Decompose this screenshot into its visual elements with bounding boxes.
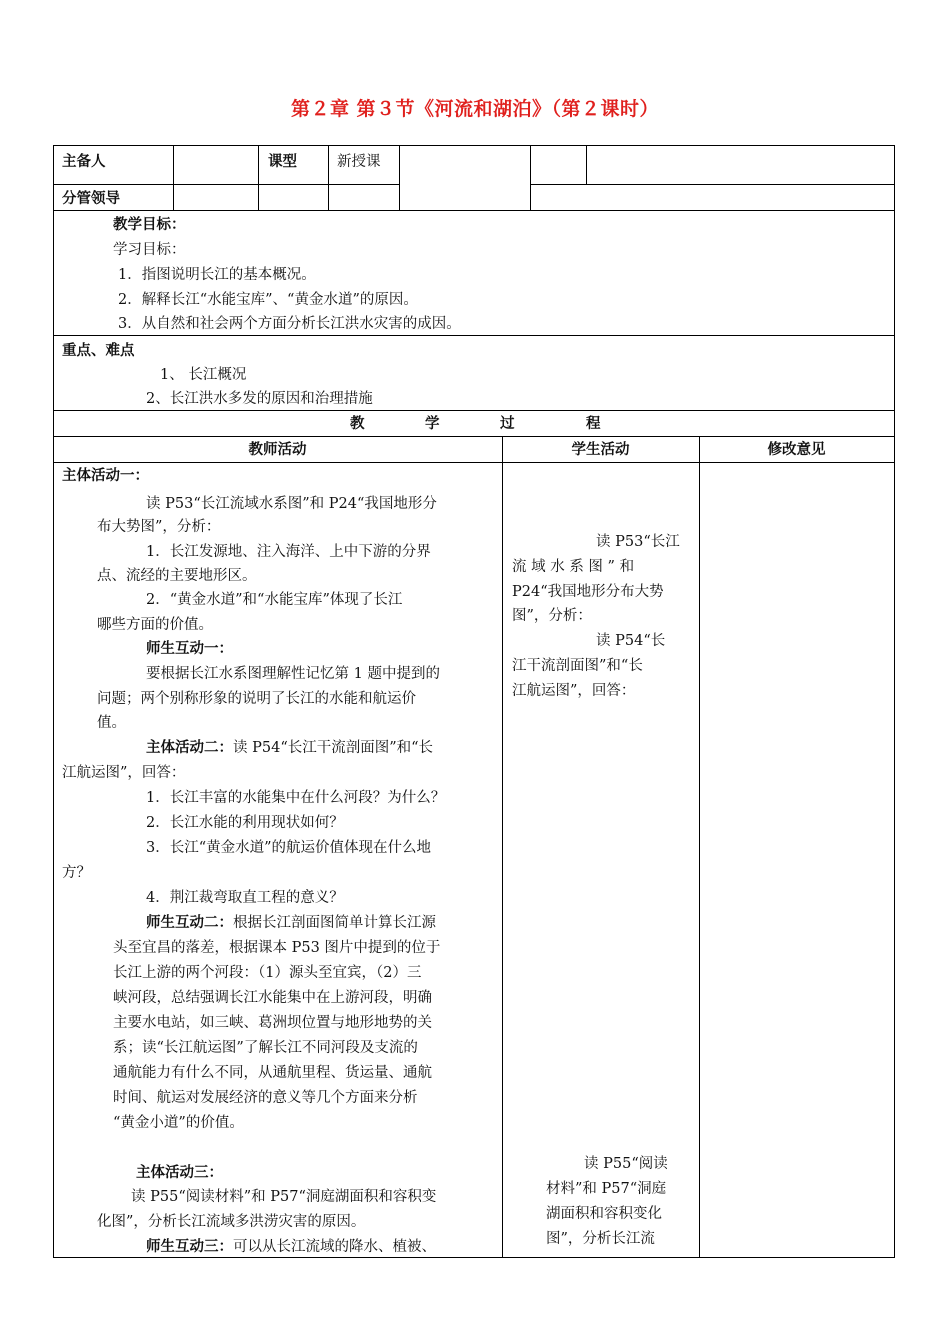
column-header-student: 学生活动 <box>571 442 630 458</box>
student-line: 江航运图”，回答： <box>512 683 636 699</box>
table-rule <box>894 145 895 1258</box>
interaction1-title: 师生互动一： <box>146 641 233 657</box>
interaction2-title: 师生互动二： <box>146 915 233 931</box>
activity1-line: 2．“黄金水道”和“水能宝库”体现了长江 <box>146 592 403 608</box>
student-line: 图”，分析： <box>512 608 592 624</box>
objectives-heading: 教学目标： <box>113 217 186 233</box>
table-rule <box>530 184 895 185</box>
student-line: 江干流剖面图”和“长 <box>512 658 643 674</box>
interaction2-line: 峡河段，总结强调长江水能集中在上游河段，明确 <box>113 990 432 1006</box>
table-rule <box>53 462 895 463</box>
process-heading-char: 过 <box>500 416 515 432</box>
interaction3-line: 可以从长江流域的降水、植被、 <box>233 1239 436 1255</box>
interaction3-first-line <box>146 1234 436 1260</box>
interaction3-title: 师生互动三： <box>146 1239 233 1255</box>
activity2-line: 江航运图”，回答： <box>62 765 186 781</box>
activity2-title: 主体活动二： <box>146 740 233 756</box>
preparer-label: 主备人 <box>62 154 106 170</box>
activity1-line: 读 P53“长江流域水系图”和 P24“我国地形分 <box>146 496 437 512</box>
table-rule <box>53 335 895 336</box>
activity1-line: 点、流经的主要地形区。 <box>97 568 257 584</box>
objective-item: 1．指图说明长江的基本概况。 <box>118 267 316 283</box>
lesson-type-value: 新授课 <box>337 154 381 170</box>
activity2-line: 1．长江丰富的水能集中在什么河段？为什么？ <box>146 790 446 806</box>
interaction1-line: 值。 <box>97 715 126 731</box>
activity2-line: 方？ <box>62 865 91 881</box>
table-rule <box>53 145 54 1258</box>
table-rule <box>53 410 895 411</box>
table-rule <box>502 436 503 1258</box>
table-rule <box>173 145 174 210</box>
activity1-title: 主体活动一： <box>62 468 149 484</box>
activity1-line: 布大势图”，分析： <box>97 519 221 535</box>
interaction2-line: 头至宜昌的落差，根据课本 P53 图片中提到的位于 <box>113 940 441 956</box>
activity3-line: 读 P55“阅读材料”和 P57“洞庭湖面积和容积变 <box>131 1189 437 1205</box>
table-rule <box>328 145 329 210</box>
process-heading-char: 教 <box>350 416 365 432</box>
interaction2-line: 时间、航运对发展经济的意义等几个方面来分析 <box>113 1090 418 1106</box>
student-line: 湖面积和容积变化 <box>546 1206 662 1222</box>
table-rule <box>53 145 895 146</box>
table-rule <box>399 145 400 210</box>
supervisor-label: 分管领导 <box>62 191 120 207</box>
page-title: 第２章 第３节《河流和湖泊》（第２课时） <box>290 98 660 120</box>
interaction2-line: 主要水电站，如三峡、葛洲坝位置与地形地势的关 <box>113 1015 432 1031</box>
interaction2-line: 系；读“长江航运图”了解长江不同河段及支流的 <box>113 1040 418 1056</box>
activity1-line: 1．长江发源地、注入海洋、上中下游的分界 <box>146 544 431 560</box>
interaction1-line: 要根据长江水系图理解性记忆第 1 题中提到的 <box>146 666 440 682</box>
table-rule <box>53 210 895 211</box>
interaction2-line: 根据长江剖面图简单计算长江源 <box>233 915 436 931</box>
activity2-line: 3．长江“黄金水道”的航运价值体现在什么地 <box>146 840 432 856</box>
interaction2-line: 长江上游的两个河段：（1）源头至宜宾，（2）三 <box>113 965 422 981</box>
keypoint-item: 2、长江洪水多发的原因和治理措施 <box>146 391 373 407</box>
student-line: 材料”和 P57“洞庭 <box>546 1181 667 1197</box>
process-heading-char: 学 <box>425 416 440 432</box>
student-line: 读 P54“长 <box>596 633 666 649</box>
activity2-line: 读 P54“长江干流剖面图”和“长 <box>233 740 434 756</box>
table-rule <box>699 436 700 1258</box>
interaction1-line: 问题；两个别称形象的说明了长江的水能和航运价 <box>97 691 416 707</box>
student-line: P24“我国地形分布大势 <box>512 584 664 600</box>
objectives-subheading: 学习目标： <box>113 242 186 258</box>
table-rule <box>258 145 259 210</box>
keypoints-heading: 重点、难点 <box>62 343 135 359</box>
activity3-title: 主体活动三： <box>136 1165 223 1181</box>
activity3-line: 化图”，分析长江流域多洪涝灾害的原因。 <box>97 1214 366 1230</box>
process-heading-char: 程 <box>586 416 601 432</box>
table-rule <box>530 145 531 210</box>
keypoint-item: 1、 长江概况 <box>160 367 247 383</box>
activity2-first-line <box>146 735 433 761</box>
objective-item: 2．解释长江“水能宝库”、“黄金水道”的原因。 <box>118 292 418 308</box>
student-line: 读 P53“长江 <box>596 534 680 550</box>
interaction2-line: 通航能力有什么不同，从通航里程、货运量、通航 <box>113 1065 432 1081</box>
student-line: 流 域 水 系 图 ” 和 <box>512 559 635 575</box>
student-line: 图”，分析长江流 <box>546 1231 655 1247</box>
student-line: 读 P55“阅读 <box>584 1156 668 1172</box>
activity2-line: 2．长江水能的利用现状如何？ <box>146 815 344 831</box>
interaction2-line: “黄金小道”的价值。 <box>113 1115 244 1131</box>
table-rule <box>53 436 895 437</box>
interaction2-first-line <box>146 910 436 936</box>
activity1-line: 哪些方面的价值。 <box>97 617 213 633</box>
column-header-revise: 修改意见 <box>767 442 826 458</box>
table-rule <box>53 184 399 185</box>
objective-item: 3．从自然和社会两个方面分析长江洪水灾害的成因。 <box>118 316 461 332</box>
activity2-line: 4．荆江裁弯取直工程的意义？ <box>146 890 344 906</box>
column-header-teacher: 教师活动 <box>248 442 307 458</box>
lesson-type-label: 课型 <box>268 154 297 170</box>
table-rule <box>586 145 587 184</box>
